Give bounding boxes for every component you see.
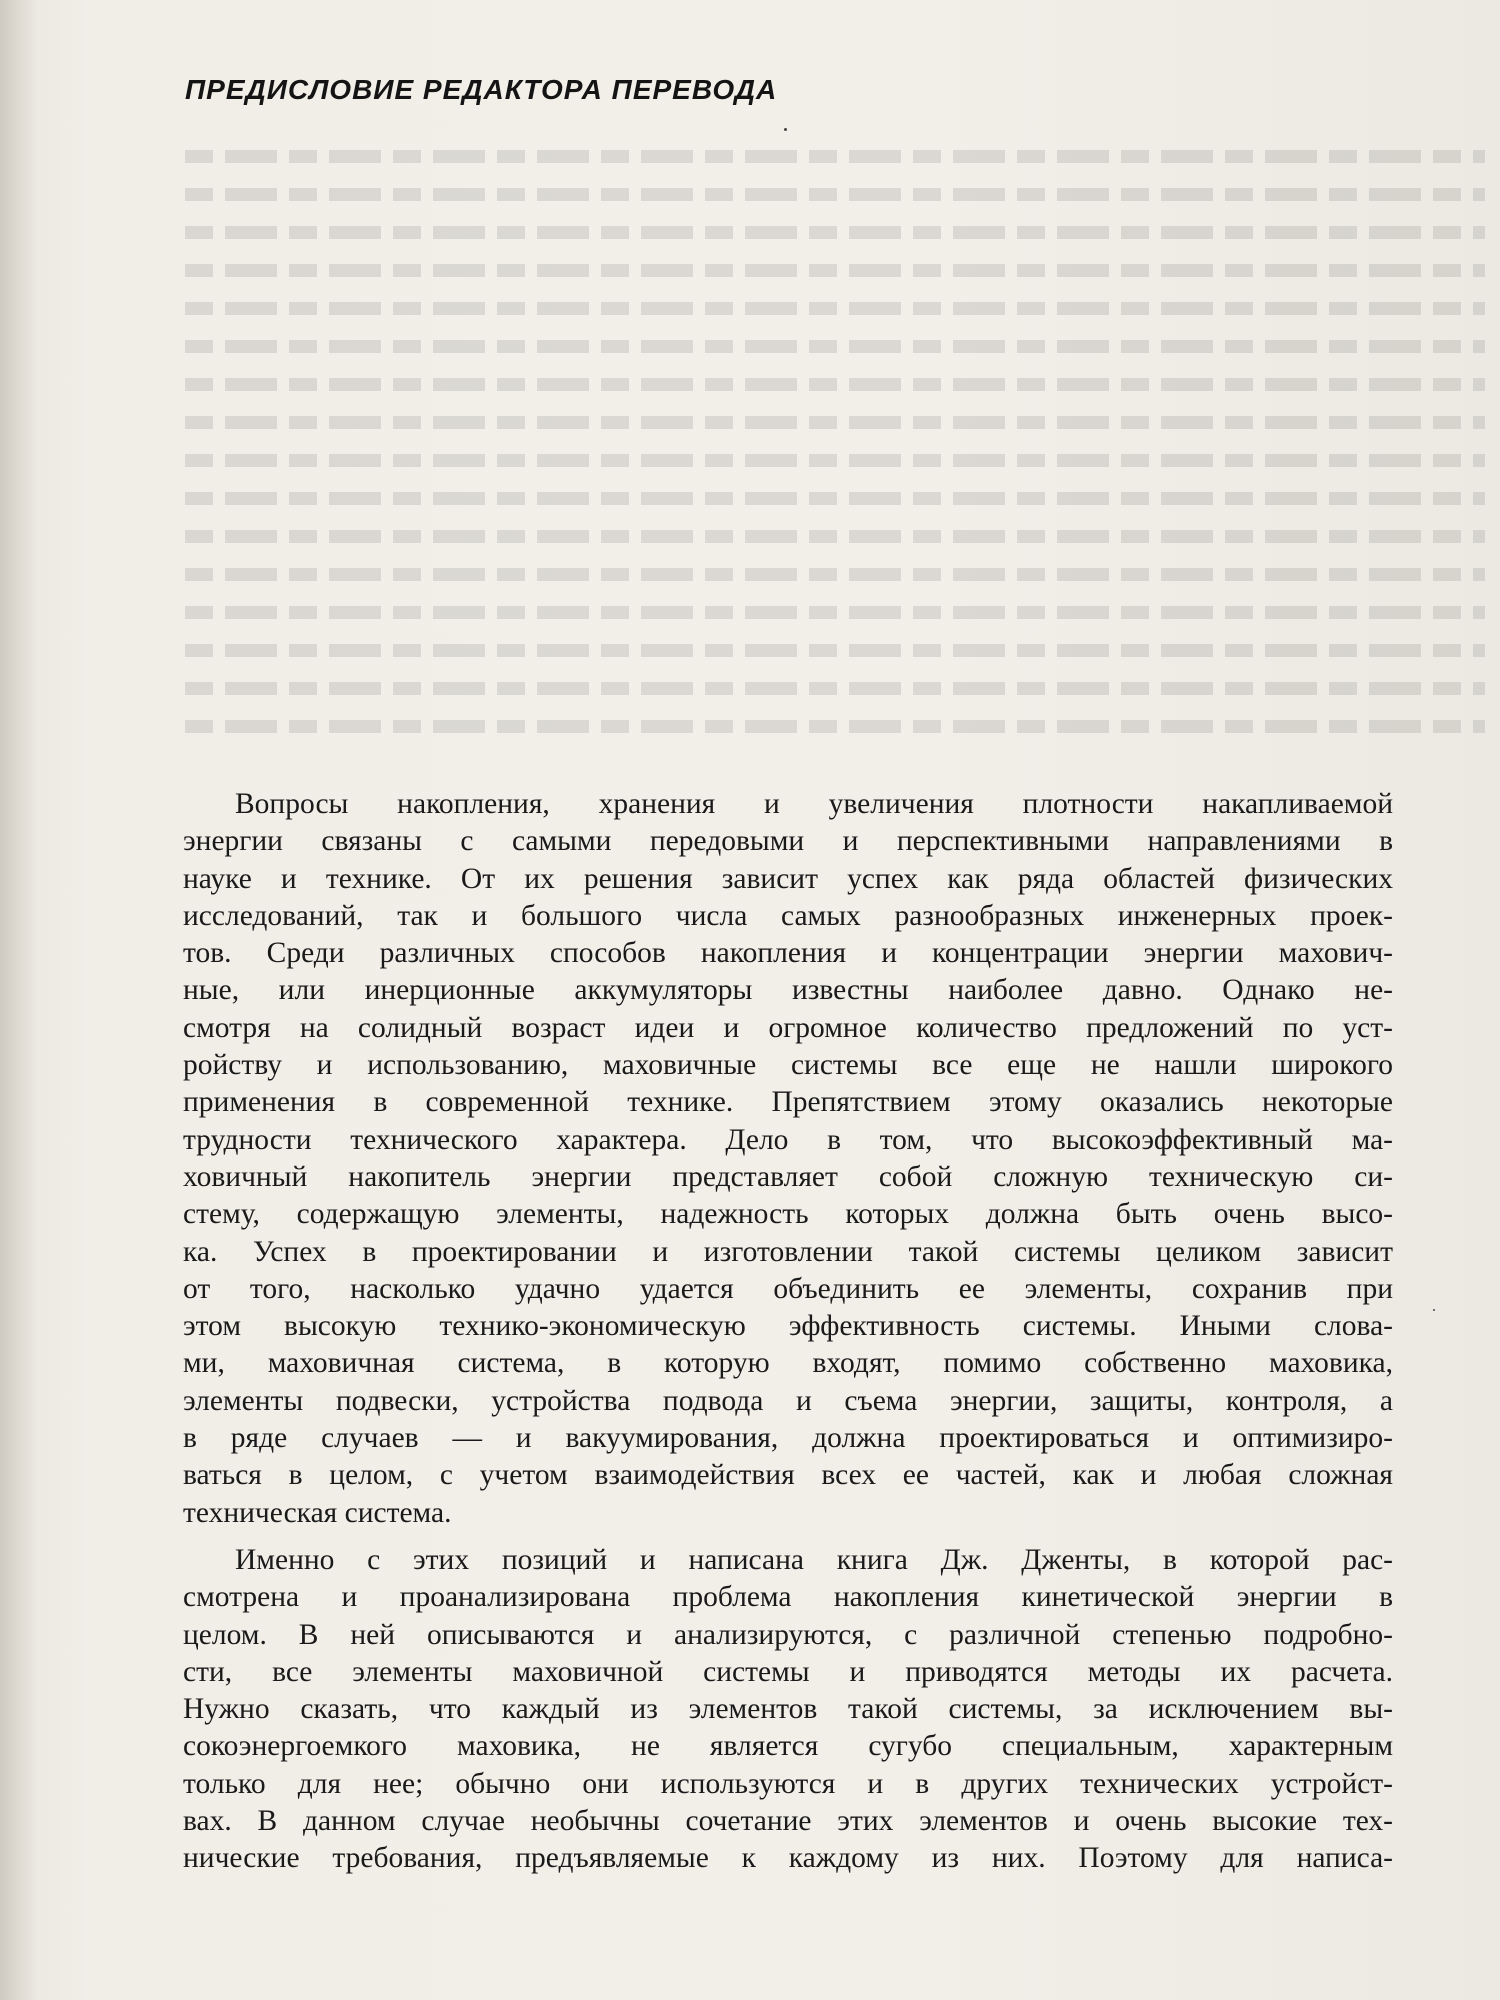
text-line: применения в современной технике. Препятствием этому оказались некоторые (183, 1086, 1393, 1119)
print-speck (1433, 1309, 1435, 1311)
text-line: Нужно сказать, что каждый из элементов такой системы, за исключением вы- (183, 1693, 1393, 1726)
reverse-side-bleed-through (185, 150, 1485, 770)
text-line: трудности технического характера. Дело в том, что высокоэффективный ма- (183, 1123, 1393, 1156)
text-line: этом высокую технико-экономическую эффективность системы. Иными слова- (183, 1310, 1393, 1343)
text-line: науке и технике. От их решения зависит успех как ряда областей физических (183, 862, 1393, 895)
text-line: ка. Успех в проектировании и изготовлении такой системы целиком зависит (183, 1235, 1393, 1268)
text-line: только для нее; обычно они используются и в других технических устройст- (183, 1767, 1393, 1800)
paragraph (183, 786, 1393, 1532)
text-line: сти, все элементы маховичной системы и приводятся методы их расчета. (183, 1655, 1393, 1688)
text-line: ройству и использованию, маховичные системы все еще не нашли широкого (183, 1049, 1393, 1082)
text-line: исследований, так и большого числа самых разнообразных инженерных проек- (183, 899, 1393, 932)
text-line: энергии связаны с самыми передовыми и перспективными направлениями в (183, 825, 1393, 858)
text-line: вах. В данном случае необычны сочетание этих элементов и очень высокие тех- (183, 1805, 1393, 1838)
text-line: ми, маховичная система, в которую входят, помимо собственно маховика, (183, 1347, 1393, 1380)
text-line: от того, насколько удачно удается объединить ее элементы, сохранив при (183, 1272, 1393, 1305)
text-line: стему, содержащую элементы, надежность которых должна быть очень высо- (183, 1198, 1393, 1231)
text-line: тов. Среди различных способов накопления и концентрации энергии махович- (183, 937, 1393, 970)
text-line: смотрена и проанализирована проблема накопления кинетической энергии в (183, 1581, 1393, 1614)
text-line: элементы подвески, устройства подвода и съема энергии, защиты, контроля, а (183, 1384, 1393, 1417)
paragraph (183, 1542, 1393, 1878)
page-heading: ПРЕДИСЛОВИЕ РЕДАКТОРА ПЕРЕВОДА (185, 74, 778, 105)
text-line: сокоэнергоемкого маховика, не является сугубо специальным, характерным (183, 1730, 1393, 1763)
page-binding-shadow (0, 0, 38, 2000)
text-line: Именно с этих позиций и написана книга Дж. Дженты, в которой рас- (235, 1543, 1393, 1576)
text-line: Вопросы накопления, хранения и увеличения плотности накапливаемой (235, 788, 1393, 820)
text-line: ховичный накопитель энергии представляет собой сложную техническую си- (183, 1160, 1393, 1193)
text-line: нические требования, предъявляемые к каждому из них. Поэтому для написа- (183, 1842, 1393, 1875)
text-line: в ряде случаев — и вакуумирования, должна проектироваться и оптимизиро- (183, 1422, 1393, 1455)
text-line: ные, или инерционные аккумуляторы известны наиболее давно. Однако не- (183, 974, 1393, 1007)
text-line: смотря на солидный возраст идеи и огромное количество предложений по уст- (183, 1011, 1393, 1044)
body-text (183, 786, 1393, 1878)
text-line: ваться в целом, с учетом взаимодействия всех ее частей, как и любая сложная (183, 1459, 1393, 1492)
text-line: целом. В ней описываются и анализируются, с различной степенью подробно- (183, 1618, 1393, 1651)
print-speck (784, 128, 787, 131)
text-line: техническая система. (183, 1496, 452, 1529)
